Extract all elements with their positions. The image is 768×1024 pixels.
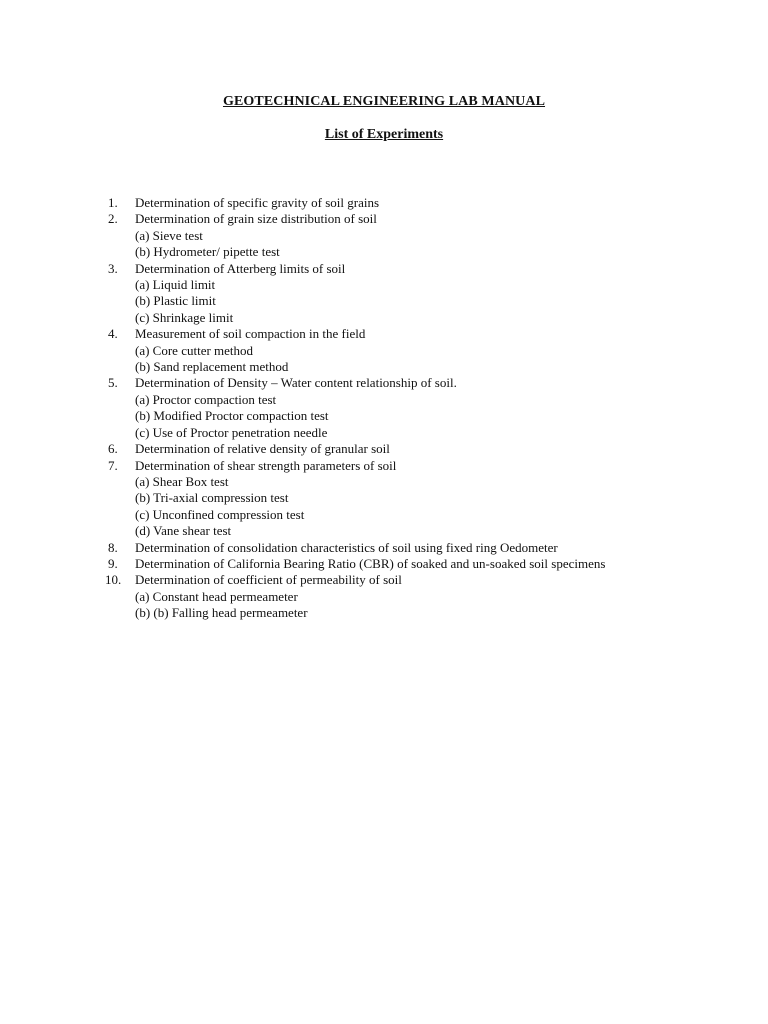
experiment-sub-list xyxy=(135,589,728,622)
experiment-item xyxy=(108,261,728,277)
experiment-number: 7. xyxy=(108,457,118,473)
experiment-sub-list xyxy=(135,228,728,261)
experiment-sub-item: (b) Tri-axial compression test xyxy=(135,490,289,506)
experiment-sub-item: (b) Modified Proctor compaction test xyxy=(135,408,329,424)
experiment-item xyxy=(108,441,728,457)
experiment-sub-item: (c) Unconfined compression test xyxy=(135,506,305,522)
experiment-sub-list xyxy=(135,474,728,540)
experiment-title: Determination of California Bearing Ratio (CBR) of soaked and un-soaked soil specimens xyxy=(135,555,606,571)
experiment-sub-item: (a) Liquid limit xyxy=(135,277,216,293)
experiment-title: Determination of consolidation characteristics of soil using fixed ring Oedometer xyxy=(135,539,558,555)
experiment-item xyxy=(108,458,728,474)
experiment-item xyxy=(108,540,728,556)
experiment-sub-item: (b) (b) Falling head permeameter xyxy=(135,605,308,621)
experiment-sub-item: (a) Constant head permeameter xyxy=(135,588,298,604)
experiment-sub-item: (a) Core cutter method xyxy=(135,342,254,358)
experiment-title: Determination of relative density of granular soil xyxy=(135,441,390,457)
document-subtitle: List of Experiments xyxy=(324,127,444,142)
experiment-item xyxy=(105,572,728,588)
experiment-sub-list xyxy=(135,392,728,441)
experiment-number: 10. xyxy=(105,572,122,588)
experiment-title: Determination of Atterberg limits of soil xyxy=(135,260,346,276)
experiment-title: Determination of Density – Water content relationship of soil. xyxy=(135,375,457,391)
experiment-number: 6. xyxy=(108,441,118,457)
experiment-sub-item: (b) Hydrometer/ pipette test xyxy=(135,244,280,260)
experiment-number: 1. xyxy=(108,195,118,210)
experiment-list xyxy=(105,195,728,622)
experiment-item xyxy=(108,375,728,391)
experiment-sub-list xyxy=(135,277,728,326)
experiment-item xyxy=(108,195,728,211)
experiment-number: 2. xyxy=(108,211,118,227)
experiment-sub-item: (a) Shear Box test xyxy=(135,473,229,489)
experiment-item xyxy=(108,556,728,572)
experiment-number: 4. xyxy=(108,326,118,342)
experiment-title: Determination of shear strength parameters of soil xyxy=(135,457,397,473)
experiment-title: Determination of grain size distribution of soil xyxy=(135,211,377,227)
experiment-title: Measurement of soil compaction in the field xyxy=(135,326,366,342)
experiment-sub-list xyxy=(135,343,728,376)
experiment-number: 3. xyxy=(108,260,118,276)
experiment-sub-item: (b) Sand replacement method xyxy=(135,359,289,375)
experiment-number: 8. xyxy=(108,539,118,555)
experiment-sub-item: (a) Sieve test xyxy=(135,227,203,243)
experiment-item xyxy=(108,211,728,227)
experiment-sub-item: (a) Proctor compaction test xyxy=(135,391,277,407)
experiment-number: 9. xyxy=(108,555,118,571)
experiment-sub-item: (b) Plastic limit xyxy=(135,293,216,309)
document-title: GEOTECHNICAL ENGINEERING LAB MANUAL xyxy=(222,94,546,109)
experiment-number: 5. xyxy=(108,375,118,391)
experiment-item xyxy=(108,326,728,342)
experiment-sub-item: (c) Shrinkage limit xyxy=(135,309,234,325)
experiment-title: Determination of coefficient of permeability of soil xyxy=(135,572,402,588)
experiment-sub-item: (d) Vane shear test xyxy=(135,523,232,539)
experiment-title: Determination of specific gravity of soil grains xyxy=(135,195,380,210)
experiment-sub-item: (c) Use of Proctor penetration needle xyxy=(135,424,328,440)
